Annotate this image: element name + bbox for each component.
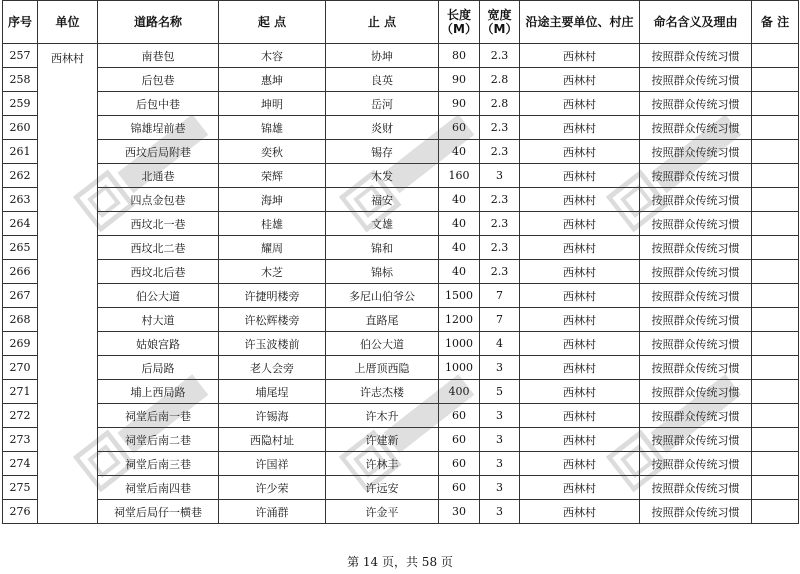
- cell-name: 西坟后局附巷: [98, 140, 219, 164]
- table-row: [3, 44, 799, 68]
- cell-remark: [752, 188, 799, 212]
- cell-end: 多尼山伯爷公: [326, 284, 439, 308]
- table-row: [3, 140, 799, 164]
- cell-end: 福安: [326, 188, 439, 212]
- cell-name: 村大道: [98, 308, 219, 332]
- cell-along: 西林村: [520, 452, 640, 476]
- cell-seq: 273: [3, 428, 38, 452]
- cell-remark: [752, 500, 799, 524]
- cell-along: 西林村: [520, 68, 640, 92]
- cell-length: 60: [439, 404, 480, 428]
- cell-width: 3: [480, 476, 520, 500]
- cell-end: 锦和: [326, 236, 439, 260]
- cell-width: 3: [480, 356, 520, 380]
- cell-width: 2.8: [480, 68, 520, 92]
- table-row: [3, 116, 799, 140]
- cell-along: 西林村: [520, 188, 640, 212]
- cell-end: 上厝顶西隐: [326, 356, 439, 380]
- cell-name: 祠堂后南二巷: [98, 428, 219, 452]
- cell-along: 西林村: [520, 140, 640, 164]
- cell-seq: 265: [3, 236, 38, 260]
- cell-start: 老人会旁: [219, 356, 326, 380]
- cell-name: 姑娘宫路: [98, 332, 219, 356]
- cell-width: 4: [480, 332, 520, 356]
- cell-along: 西林村: [520, 308, 640, 332]
- cell-start: 海坤: [219, 188, 326, 212]
- header-seq: 序号: [3, 1, 38, 44]
- cell-meaning: 按照群众传统习惯: [640, 404, 752, 428]
- cell-meaning: 按照群众传统习惯: [640, 260, 752, 284]
- cell-remark: [752, 140, 799, 164]
- cell-seq: 260: [3, 116, 38, 140]
- table-row: [3, 500, 799, 524]
- cell-width: 3: [480, 452, 520, 476]
- cell-seq: 269: [3, 332, 38, 356]
- cell-along: 西林村: [520, 476, 640, 500]
- cell-end: 许远安: [326, 476, 439, 500]
- cell-seq: 258: [3, 68, 38, 92]
- cell-seq: 274: [3, 452, 38, 476]
- cell-length: 90: [439, 68, 480, 92]
- cell-length: 1500: [439, 284, 480, 308]
- header-meaning: 命名含义及理由: [640, 1, 752, 44]
- cell-seq: 264: [3, 212, 38, 236]
- header-length-label: 长度: [446, 8, 471, 22]
- cell-name: 西坟北二巷: [98, 236, 219, 260]
- cell-width: 5: [480, 380, 520, 404]
- cell-width: 2.3: [480, 140, 520, 164]
- cell-end: 许志杰楼: [326, 380, 439, 404]
- cell-remark: [752, 404, 799, 428]
- cell-length: 30: [439, 500, 480, 524]
- cell-meaning: 按照群众传统习惯: [640, 428, 752, 452]
- cell-meaning: 按照群众传统习惯: [640, 476, 752, 500]
- table-row: [3, 428, 799, 452]
- cell-remark: [752, 356, 799, 380]
- cell-width: 2.3: [480, 212, 520, 236]
- cell-start: 许少荣: [219, 476, 326, 500]
- table-row: [3, 92, 799, 116]
- cell-start: 耀周: [219, 236, 326, 260]
- cell-along: 西林村: [520, 500, 640, 524]
- cell-remark: [752, 116, 799, 140]
- cell-meaning: 按照群众传统习惯: [640, 308, 752, 332]
- cell-length: 60: [439, 116, 480, 140]
- table-row: [3, 308, 799, 332]
- cell-end: 许金平: [326, 500, 439, 524]
- cell-end: 木发: [326, 164, 439, 188]
- cell-end: 许林丰: [326, 452, 439, 476]
- cell-name: 祠堂后南三巷: [98, 452, 219, 476]
- cell-along: 西林村: [520, 212, 640, 236]
- cell-remark: [752, 308, 799, 332]
- cell-start: 许涌群: [219, 500, 326, 524]
- cell-length: 1000: [439, 356, 480, 380]
- header-unit: 单位: [38, 1, 98, 44]
- cell-along: 西林村: [520, 332, 640, 356]
- cell-name: 西坟北一巷: [98, 212, 219, 236]
- cell-along: 西林村: [520, 356, 640, 380]
- cell-name: 锦雄埕前巷: [98, 116, 219, 140]
- cell-meaning: 按照群众传统习惯: [640, 452, 752, 476]
- table-row: [3, 380, 799, 404]
- cell-unit: 西林村: [38, 44, 98, 524]
- cell-remark: [752, 476, 799, 500]
- header-remark: 备 注: [752, 1, 799, 44]
- table-row: [3, 188, 799, 212]
- cell-length: 60: [439, 476, 480, 500]
- cell-start: 荣辉: [219, 164, 326, 188]
- cell-meaning: 按照群众传统习惯: [640, 380, 752, 404]
- header-row: [3, 1, 799, 44]
- cell-length: 400: [439, 380, 480, 404]
- cell-meaning: 按照群众传统习惯: [640, 188, 752, 212]
- cell-length: 40: [439, 236, 480, 260]
- cell-remark: [752, 164, 799, 188]
- cell-meaning: 按照群众传统习惯: [640, 68, 752, 92]
- cell-start: 许国祥: [219, 452, 326, 476]
- cell-start: 西隐村址: [219, 428, 326, 452]
- cell-name: 西坟北后巷: [98, 260, 219, 284]
- cell-end: 锦标: [326, 260, 439, 284]
- cell-width: 2.3: [480, 116, 520, 140]
- cell-length: 160: [439, 164, 480, 188]
- table-body: [3, 44, 799, 524]
- cell-start: 锦雄: [219, 116, 326, 140]
- header-length-unit: （M）: [441, 22, 477, 36]
- cell-remark: [752, 260, 799, 284]
- cell-name: 南巷包: [98, 44, 219, 68]
- cell-along: 西林村: [520, 164, 640, 188]
- header-start: 起 点: [219, 1, 326, 44]
- cell-length: 40: [439, 260, 480, 284]
- cell-end: 许建新: [326, 428, 439, 452]
- cell-width: 7: [480, 308, 520, 332]
- cell-meaning: 按照群众传统习惯: [640, 116, 752, 140]
- cell-width: 2.3: [480, 236, 520, 260]
- cell-length: 1200: [439, 308, 480, 332]
- table-row: [3, 284, 799, 308]
- cell-end: 良英: [326, 68, 439, 92]
- cell-seq: 276: [3, 500, 38, 524]
- header-length: [439, 1, 480, 44]
- cell-end: 协坤: [326, 44, 439, 68]
- cell-along: 西林村: [520, 44, 640, 68]
- cell-start: 许捷明楼旁: [219, 284, 326, 308]
- cell-start: 桂雄: [219, 212, 326, 236]
- cell-meaning: 按照群众传统习惯: [640, 164, 752, 188]
- cell-start: 许松辉楼旁: [219, 308, 326, 332]
- cell-remark: [752, 284, 799, 308]
- cell-seq: 261: [3, 140, 38, 164]
- cell-start: 木容: [219, 44, 326, 68]
- cell-seq: 275: [3, 476, 38, 500]
- cell-seq: 267: [3, 284, 38, 308]
- cell-along: 西林村: [520, 116, 640, 140]
- cell-width: 3: [480, 428, 520, 452]
- cell-along: 西林村: [520, 92, 640, 116]
- cell-along: 西林村: [520, 428, 640, 452]
- table-row: [3, 356, 799, 380]
- cell-start: 埔尾埕: [219, 380, 326, 404]
- cell-length: 40: [439, 140, 480, 164]
- table-row: [3, 68, 799, 92]
- cell-width: 2.3: [480, 44, 520, 68]
- cell-name: 埔上西局路: [98, 380, 219, 404]
- cell-remark: [752, 44, 799, 68]
- cell-along: 西林村: [520, 260, 640, 284]
- cell-remark: [752, 68, 799, 92]
- cell-length: 80: [439, 44, 480, 68]
- cell-seq: 262: [3, 164, 38, 188]
- header-along: 沿途主要单位、村庄: [520, 1, 640, 44]
- cell-seq: 271: [3, 380, 38, 404]
- cell-end: 伯公大道: [326, 332, 439, 356]
- cell-meaning: 按照群众传统习惯: [640, 236, 752, 260]
- cell-name: 祠堂后南四巷: [98, 476, 219, 500]
- cell-start: 惠坤: [219, 68, 326, 92]
- cell-end: 锡存: [326, 140, 439, 164]
- table-row: [3, 476, 799, 500]
- cell-meaning: 按照群众传统习惯: [640, 92, 752, 116]
- header-width-unit: （M）: [481, 22, 518, 36]
- cell-remark: [752, 380, 799, 404]
- cell-seq: 259: [3, 92, 38, 116]
- cell-seq: 263: [3, 188, 38, 212]
- table-row: [3, 212, 799, 236]
- cell-width: 2.3: [480, 260, 520, 284]
- cell-seq: 257: [3, 44, 38, 68]
- cell-start: 木芝: [219, 260, 326, 284]
- cell-along: 西林村: [520, 404, 640, 428]
- cell-end: 炎财: [326, 116, 439, 140]
- cell-length: 60: [439, 428, 480, 452]
- cell-meaning: 按照群众传统习惯: [640, 284, 752, 308]
- cell-remark: [752, 332, 799, 356]
- road-naming-table: [2, 0, 799, 524]
- cell-width: 2.3: [480, 188, 520, 212]
- cell-along: 西林村: [520, 284, 640, 308]
- cell-width: 3: [480, 404, 520, 428]
- cell-start: 奕秋: [219, 140, 326, 164]
- cell-width: 2.8: [480, 92, 520, 116]
- cell-meaning: 按照群众传统习惯: [640, 44, 752, 68]
- table-row: [3, 452, 799, 476]
- cell-length: 60: [439, 452, 480, 476]
- cell-name: 祠堂后局仔一横巷: [98, 500, 219, 524]
- table-row: [3, 404, 799, 428]
- cell-seq: 266: [3, 260, 38, 284]
- cell-along: 西林村: [520, 380, 640, 404]
- cell-start: 坤明: [219, 92, 326, 116]
- cell-width: 3: [480, 500, 520, 524]
- cell-name: 后局路: [98, 356, 219, 380]
- cell-end: 直路尾: [326, 308, 439, 332]
- cell-width: 3: [480, 164, 520, 188]
- cell-length: 40: [439, 188, 480, 212]
- cell-remark: [752, 212, 799, 236]
- cell-remark: [752, 428, 799, 452]
- cell-start: 许玉波楼前: [219, 332, 326, 356]
- cell-name: 伯公大道: [98, 284, 219, 308]
- cell-name: 后包中巷: [98, 92, 219, 116]
- header-width-label: 宽度: [487, 8, 512, 22]
- cell-seq: 268: [3, 308, 38, 332]
- table-row: [3, 236, 799, 260]
- cell-remark: [752, 92, 799, 116]
- cell-meaning: 按照群众传统习惯: [640, 500, 752, 524]
- cell-meaning: 按照群众传统习惯: [640, 356, 752, 380]
- cell-remark: [752, 236, 799, 260]
- cell-length: 90: [439, 92, 480, 116]
- cell-length: 40: [439, 212, 480, 236]
- cell-length: 1000: [439, 332, 480, 356]
- cell-meaning: 按照群众传统习惯: [640, 212, 752, 236]
- header-road-name: 道路名称: [98, 1, 219, 44]
- table-row: [3, 164, 799, 188]
- cell-name: 祠堂后南一巷: [98, 404, 219, 428]
- cell-name: 北通巷: [98, 164, 219, 188]
- cell-seq: 270: [3, 356, 38, 380]
- header-width: [480, 1, 520, 44]
- cell-name: 四点金包巷: [98, 188, 219, 212]
- cell-end: 岳河: [326, 92, 439, 116]
- header-end: 止 点: [326, 1, 439, 44]
- cell-end: 许木升: [326, 404, 439, 428]
- cell-meaning: 按照群众传统习惯: [640, 332, 752, 356]
- page-footer: 第 14 页，共 58 页: [347, 555, 453, 569]
- cell-seq: 272: [3, 404, 38, 428]
- cell-along: 西林村: [520, 236, 640, 260]
- cell-meaning: 按照群众传统习惯: [640, 140, 752, 164]
- cell-name: 后包巷: [98, 68, 219, 92]
- table-row: [3, 260, 799, 284]
- cell-end: 文雄: [326, 212, 439, 236]
- table-row: [3, 332, 799, 356]
- cell-start: 许锡海: [219, 404, 326, 428]
- cell-remark: [752, 452, 799, 476]
- cell-width: 7: [480, 284, 520, 308]
